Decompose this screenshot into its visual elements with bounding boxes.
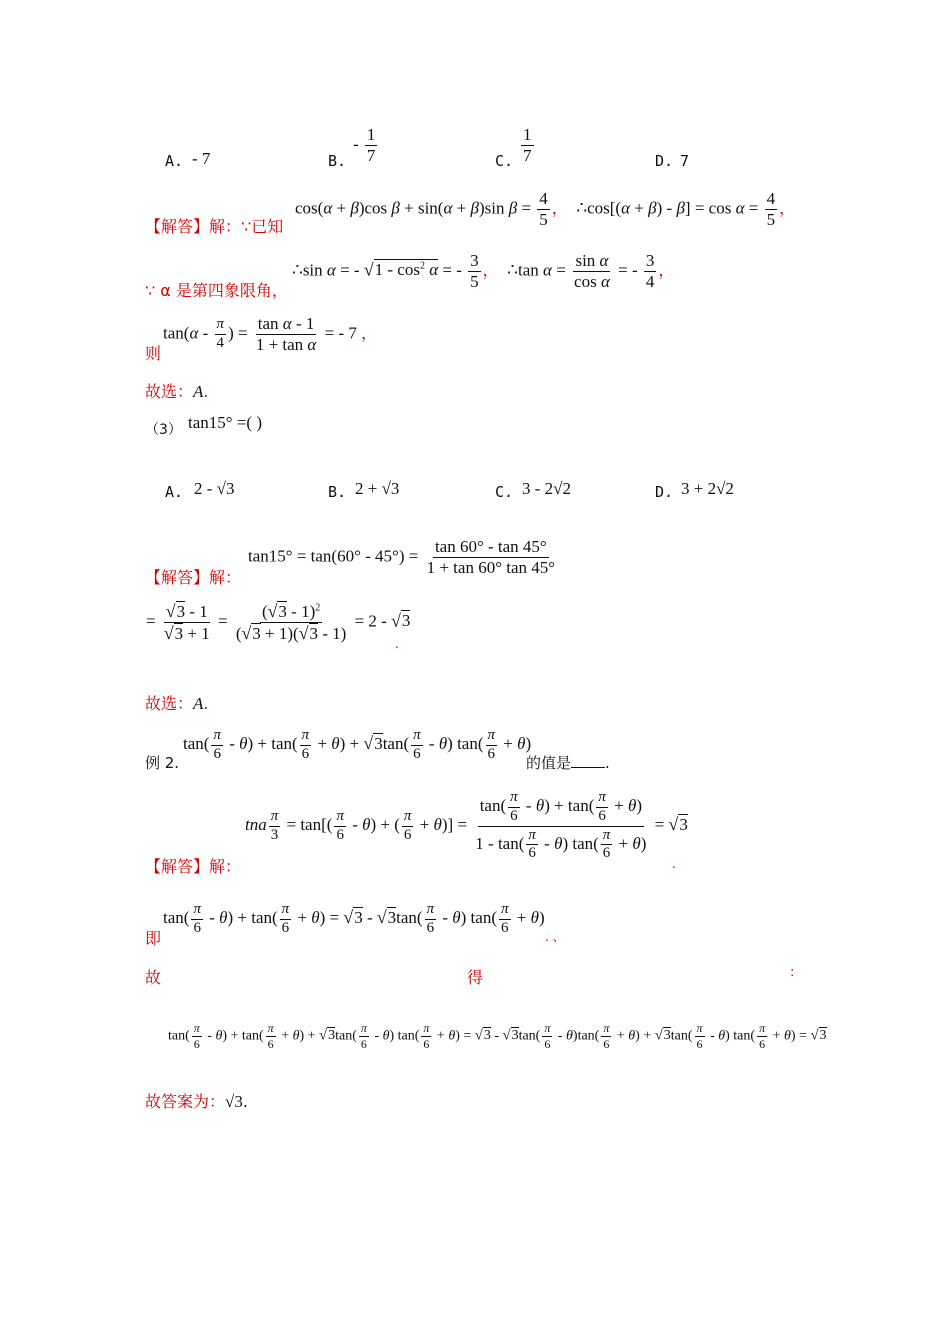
question-number: （3）: [145, 422, 182, 438]
question-stem: tan15° =( ): [188, 413, 262, 432]
sin-cos-equations: ∴sin α = - $√1 - \cos^2 \alpha$ = - $\frac{3}{5}$ ， ∴tan α = $\frac{\text{sin α}}{\text{cos α}}$ = - $\frac{3}{4}$ ，: [292, 251, 675, 291]
q3-option-c-value: 3 - 2√2: [522, 479, 571, 498]
tan15-simplification: = $\frac{√3 - 1}{√3 + 1}$ = $\frac{(√3 - 1)^2}{(√3 + 1)(√3 - 1)}$ = 2 - √3: [146, 601, 411, 643]
example-label: 例 2.: [145, 754, 180, 772]
answer-line-2: 故选：A.: [145, 694, 209, 713]
solution-tag: 【解答】解：∵已知: [145, 217, 284, 236]
ji-label: 即: [145, 929, 162, 948]
period-mark: .: [395, 637, 399, 651]
option-a-value: - 7: [192, 149, 211, 168]
quadrant-text: ∵ α 是第四象限角，: [145, 281, 288, 300]
q3-option-d-label: D.: [655, 483, 674, 501]
solution3-tag: 【解答】解：: [145, 857, 242, 876]
then-label: 则: [145, 344, 162, 363]
option-a-label: A.: [165, 152, 184, 170]
option-c-value: $\frac{1}{7}$: [523, 125, 532, 165]
option-c-label: C.: [495, 152, 514, 170]
answer-line-1: 故选：A.: [145, 382, 209, 401]
final-answer: 故答案为：√3.: [145, 1092, 248, 1111]
colon-mark: :: [790, 965, 795, 980]
gu-label: 故: [145, 968, 162, 987]
tan15-expansion: tan15° = tan(60° - 45°) = $\frac{\tan 60^\circ - \tan 45^\circ}{1 + \tan 60^\circ \tan 45^\circ}$: [248, 537, 556, 577]
tan-sum-identity: tna $\frac{\pi}{3}$ = tan[( $\frac{\pi}{6}$ - θ) + ( $\frac{\pi}{6}$ + θ)] = tan( $\frac{\pi}{6}$ - θ) + tan( $\frac{\pi}{6}$ + θ) 1 - tan( $\frac{\pi}{6}$ - θ) tan( $\frac{\pi}{6}$ + θ) = √3: [245, 789, 688, 862]
q3-option-a-label: A.: [165, 483, 184, 501]
option-d-label: D.: [655, 152, 674, 170]
q3-option-b-value: 2 + √3: [355, 479, 400, 498]
rearranged-equation: tan( $\frac{\pi}{6}$ - θ) + tan( $\frac{\pi}{6}$ + θ) = √3 - √3tan( $\frac{\pi}{6}$ - θ) tan( $\frac{\pi}{6}$ + θ): [163, 901, 545, 936]
period-mark-2: .: [672, 857, 676, 871]
tan-difference-result: tan(α - $\frac{\pi}{4}$ ) = $\frac{\text{tan α - 1}}{\text{1 + tan α}}$ = - 7 ，: [163, 314, 378, 354]
q3-option-d-value: 3 + 2√2: [681, 479, 734, 498]
final-equation: tan( $\frac{\pi}{6}$ - θ) + tan( $\frac{\pi}{6}$ + θ) + √3tan( $\frac{\pi}{6}$ - θ) tan( $\frac{\pi}{6}$ + θ) = √3 - √3tan( $\frac{\pi}{6}$ - θ)tan( $\frac{\pi}{6}$ + θ) + √3tan( $\frac{\pi}{6}$ - θ) tan( $\frac{\pi}{6}$ + θ) = √3: [168, 1021, 827, 1051]
option-b-label: B.: [328, 152, 347, 170]
de-label: 得: [467, 968, 484, 987]
option-d-value: 7: [680, 152, 690, 170]
example-suffix: 的值是 .: [526, 754, 610, 772]
q3-option-b-label: B.: [328, 483, 347, 501]
example-expression: tan( $\frac{\pi}{6}$ - θ) + tan( $\frac{\pi}{6}$ + θ) + √3tan( $\frac{\pi}{6}$ - θ) tan( $\frac{\pi}{6}$ + θ): [183, 727, 532, 762]
option-b-value: - $\frac{1}{7}$: [353, 125, 376, 165]
punct-mark: . 、: [545, 930, 565, 944]
q3-option-a-value: 2 - √3: [194, 479, 235, 498]
given-equation: cos(α + β)cos β + sin(α + β)sin β = $\frac{4}{5}$ ， ∴cos[(α + β) - β] = cos α = $\frac{4}{5}$ ，: [295, 189, 796, 229]
q3-option-c-label: C.: [495, 483, 514, 501]
solution2-tag: 【解答】解：: [145, 568, 242, 587]
